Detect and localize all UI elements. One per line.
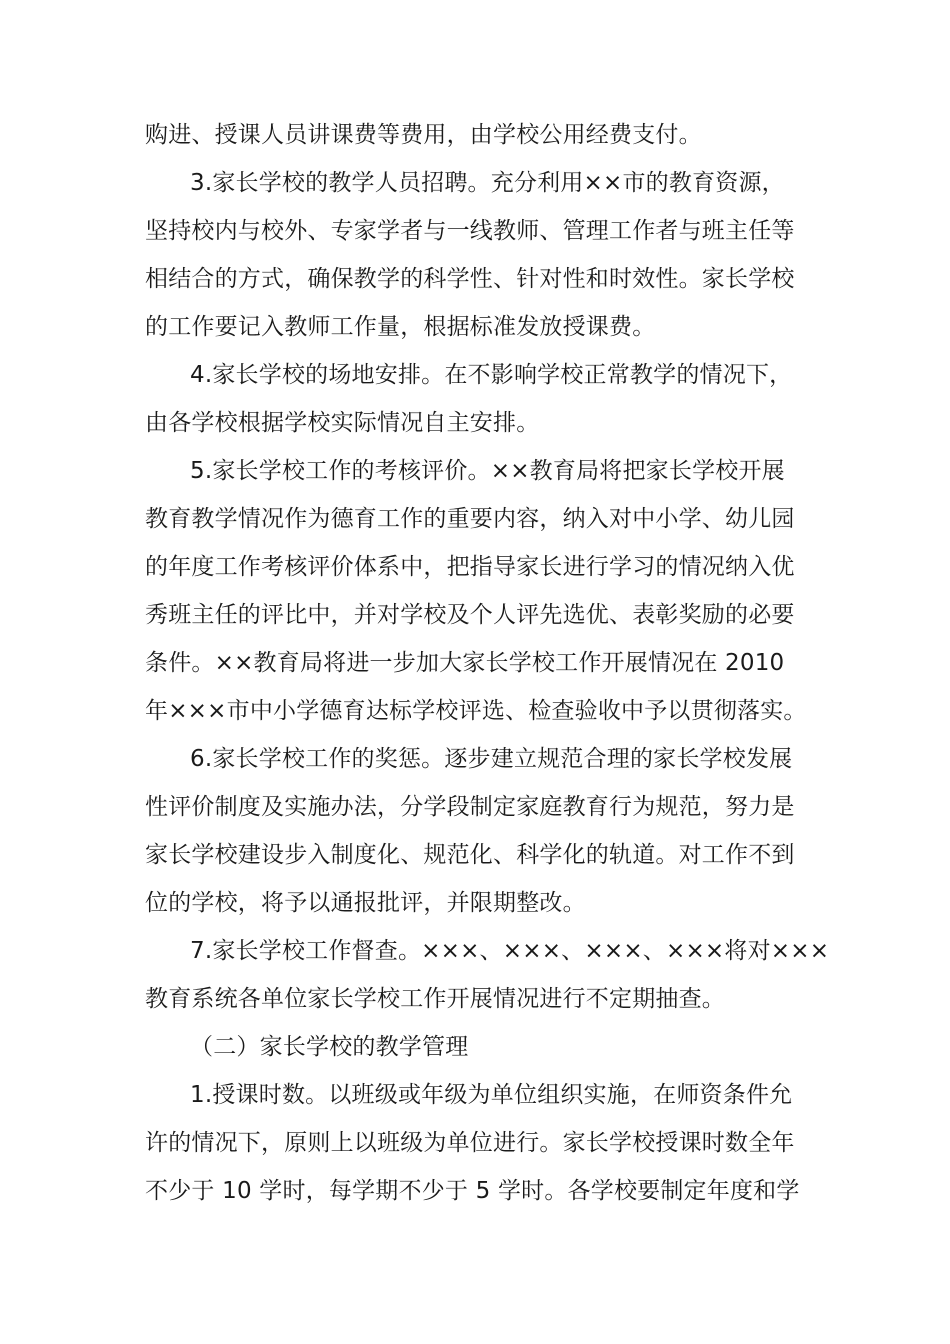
text-line: 的年度工作考核评价体系中，把指导家长进行学习的情况纳入优 — [145, 554, 795, 580]
text-line: 5.家长学校工作的考核评价。××教育局将把家长学校开展 — [190, 458, 785, 484]
text-line: 的工作要记入教师工作量，根据标准发放授课费。 — [145, 314, 656, 340]
text-line: 条件。××教育局将进一步加大家长学校工作开展情况在 2010 — [145, 650, 785, 676]
text-line: 性评价制度及实施办法，分学段制定家庭教育行为规范，努力是 — [145, 794, 795, 820]
text-line: 7.家长学校工作督查。×××、×××、×××、×××将对××× — [190, 938, 830, 964]
text-line: 3.家长学校的教学人员招聘。充分利用××市的教育资源， — [190, 170, 785, 196]
text-line: 年×××市中小学德育达标学校评选、检查验收中予以贯彻落实。 — [145, 698, 807, 724]
text-line: 家长学校建设步入制度化、规范化、科学化的轨道。对工作不到 — [145, 842, 795, 868]
text-line: 位的学校，将予以通报批评，并限期整改。 — [145, 890, 586, 916]
text-line: 教育系统各单位家长学校工作开展情况进行不定期抽查。 — [145, 986, 725, 1012]
text-line: 由各学校根据学校实际情况自主安排。 — [145, 410, 540, 436]
text-line: 教育教学情况作为德育工作的重要内容，纳入对中小学、幼儿园 — [145, 506, 795, 532]
text-line: 1.授课时数。以班级或年级为单位组织实施，在师资条件允 — [190, 1082, 793, 1108]
text-line: 不少于 10 学时，每学期不少于 5 学时。各学校要制定年度和学 — [145, 1178, 800, 1204]
text-line: 坚持校内与校外、专家学者与一线教师、管理工作者与班主任等 — [145, 218, 795, 244]
text-line: 购进、授课人员讲课费等费用，由学校公用经费支付。 — [145, 122, 702, 148]
section-heading: （二）家长学校的教学管理 — [190, 1034, 469, 1060]
text-line: 相结合的方式，确保教学的科学性、针对性和时效性。家长学校 — [145, 266, 795, 292]
text-line: 秀班主任的评比中，并对学校及个人评先选优、表彰奖励的必要 — [145, 602, 795, 628]
text-line: 许的情况下，原则上以班级为单位进行。家长学校授课时数全年 — [145, 1130, 795, 1156]
text-line: 6.家长学校工作的奖惩。逐步建立规范合理的家长学校发展 — [190, 746, 793, 772]
text-line: 4.家长学校的场地安排。在不影响学校正常教学的情况下， — [190, 362, 793, 388]
